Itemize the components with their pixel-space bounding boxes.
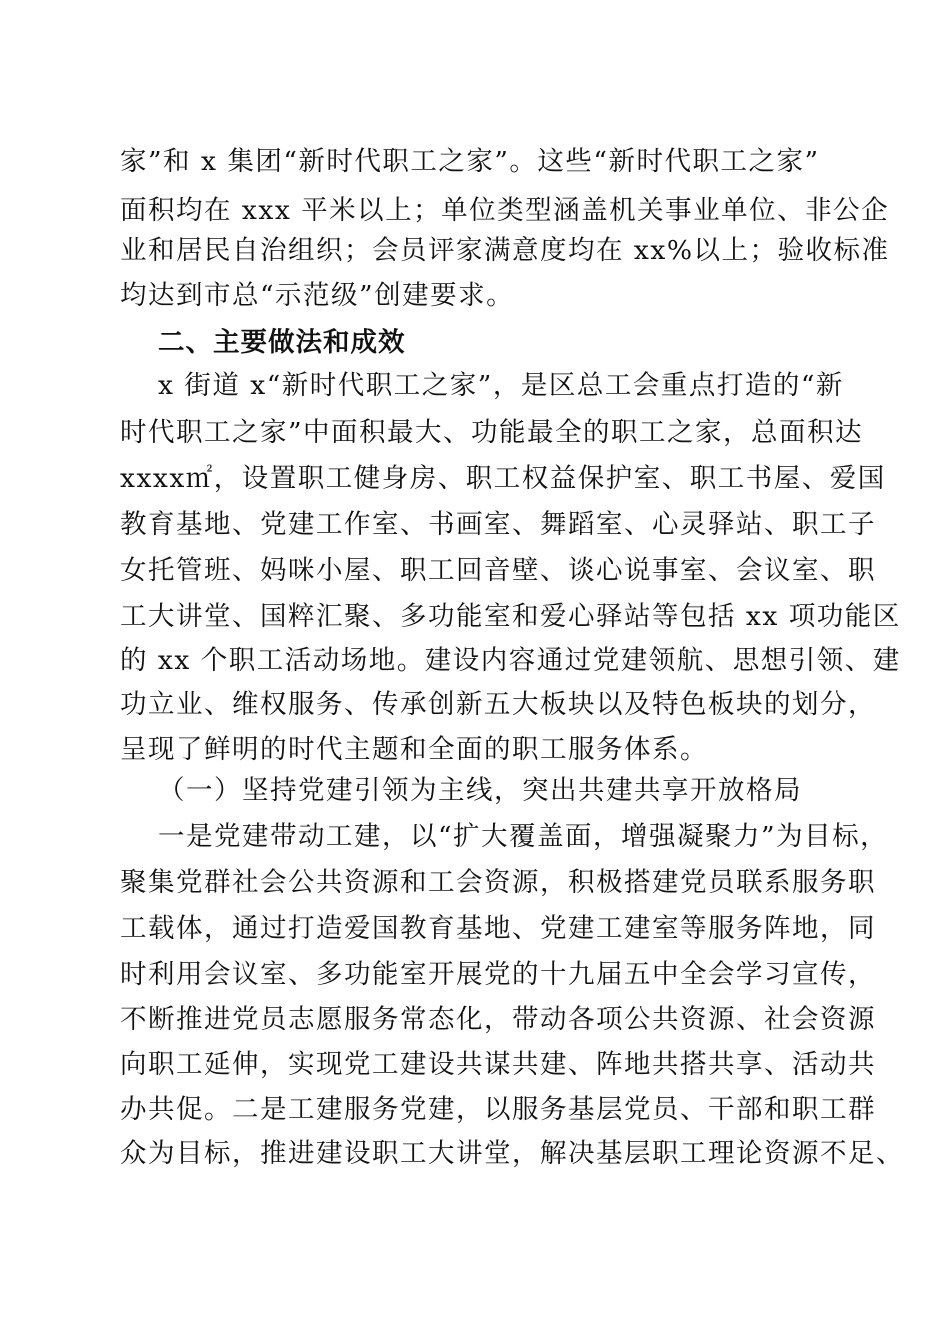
- paragraph-line: 均达到市总“示范级”创建要求。: [120, 280, 515, 311]
- subsection-heading: （一）坚持党建引领为主线，突出共建共享开放格局: [158, 775, 802, 806]
- paragraph-line: 办共促。二是工建服务党建，以服务基层党员、干部和职工群: [120, 1094, 876, 1125]
- paragraph-line: 不断推进党员志愿服务常态化，带动各项公共资源、社会资源: [120, 1004, 876, 1035]
- paragraph-line: xxxx㎡，设置职工健身房、职工权益保护室、职工书屋、爱国: [120, 463, 886, 494]
- paragraph-line: 时利用会议室、多功能室开展党的十九届五中全会学习宣传，: [120, 959, 876, 990]
- paragraph-line: 工载体，通过打造爱国教育基地、党建工建室等服务阵地，同: [120, 913, 876, 944]
- paragraph-line: x 街道 x“新时代职工之家”，是区总工会重点打造的“新: [158, 370, 844, 401]
- paragraph-line: 面积均在 xxx 平米以上；单位类型涵盖机关事业单位、非公企: [120, 195, 890, 226]
- paragraph-line: 功立业、维权服务、传承创新五大板块以及特色板块的划分，: [120, 689, 876, 720]
- paragraph-line: 工大讲堂、国粹汇聚、多功能室和爱心驿站等包括 xx 项功能区: [120, 601, 901, 632]
- paragraph-line: 教育基地、党建工作室、书画室、舞蹈室、心灵驿站、职工子: [120, 509, 876, 540]
- paragraph-line: 一是党建带动工建，以“扩大覆盖面，增强凝聚力”为目标，: [158, 821, 889, 852]
- paragraph-line: 业和居民自治组织；会员评家满意度均在 xx%以上；验收标准: [120, 235, 890, 266]
- paragraph-line: 向职工延伸，实现党工建设共谋共建、阵地共搭共享、活动共: [120, 1049, 876, 1080]
- paragraph-line: 聚集党群社会公共资源和工会资源，积极搭建党员联系服务职: [120, 867, 876, 898]
- paragraph-line: 家”和 x 集团“新时代职工之家”。这些“新时代职工之家”: [120, 146, 820, 177]
- paragraph-line: 呈现了鲜明的时代主题和全面的职工服务体系。: [120, 734, 708, 765]
- section-heading: 二、主要做法和成效: [158, 327, 406, 358]
- paragraph-line: 女托管班、妈咪小屋、职工回音壁、谈心说事室、会议室、职: [120, 555, 876, 586]
- paragraph-line: 众为目标，推进建设职工大讲堂，解决基层职工理论资源不足、: [120, 1138, 904, 1169]
- paragraph-line: 时代职工之家”中面积最大、功能最全的职工之家，总面积达: [120, 417, 864, 448]
- paragraph-line: 的 xx 个职工活动场地。建设内容通过党建领航、思想引领、建: [120, 645, 901, 676]
